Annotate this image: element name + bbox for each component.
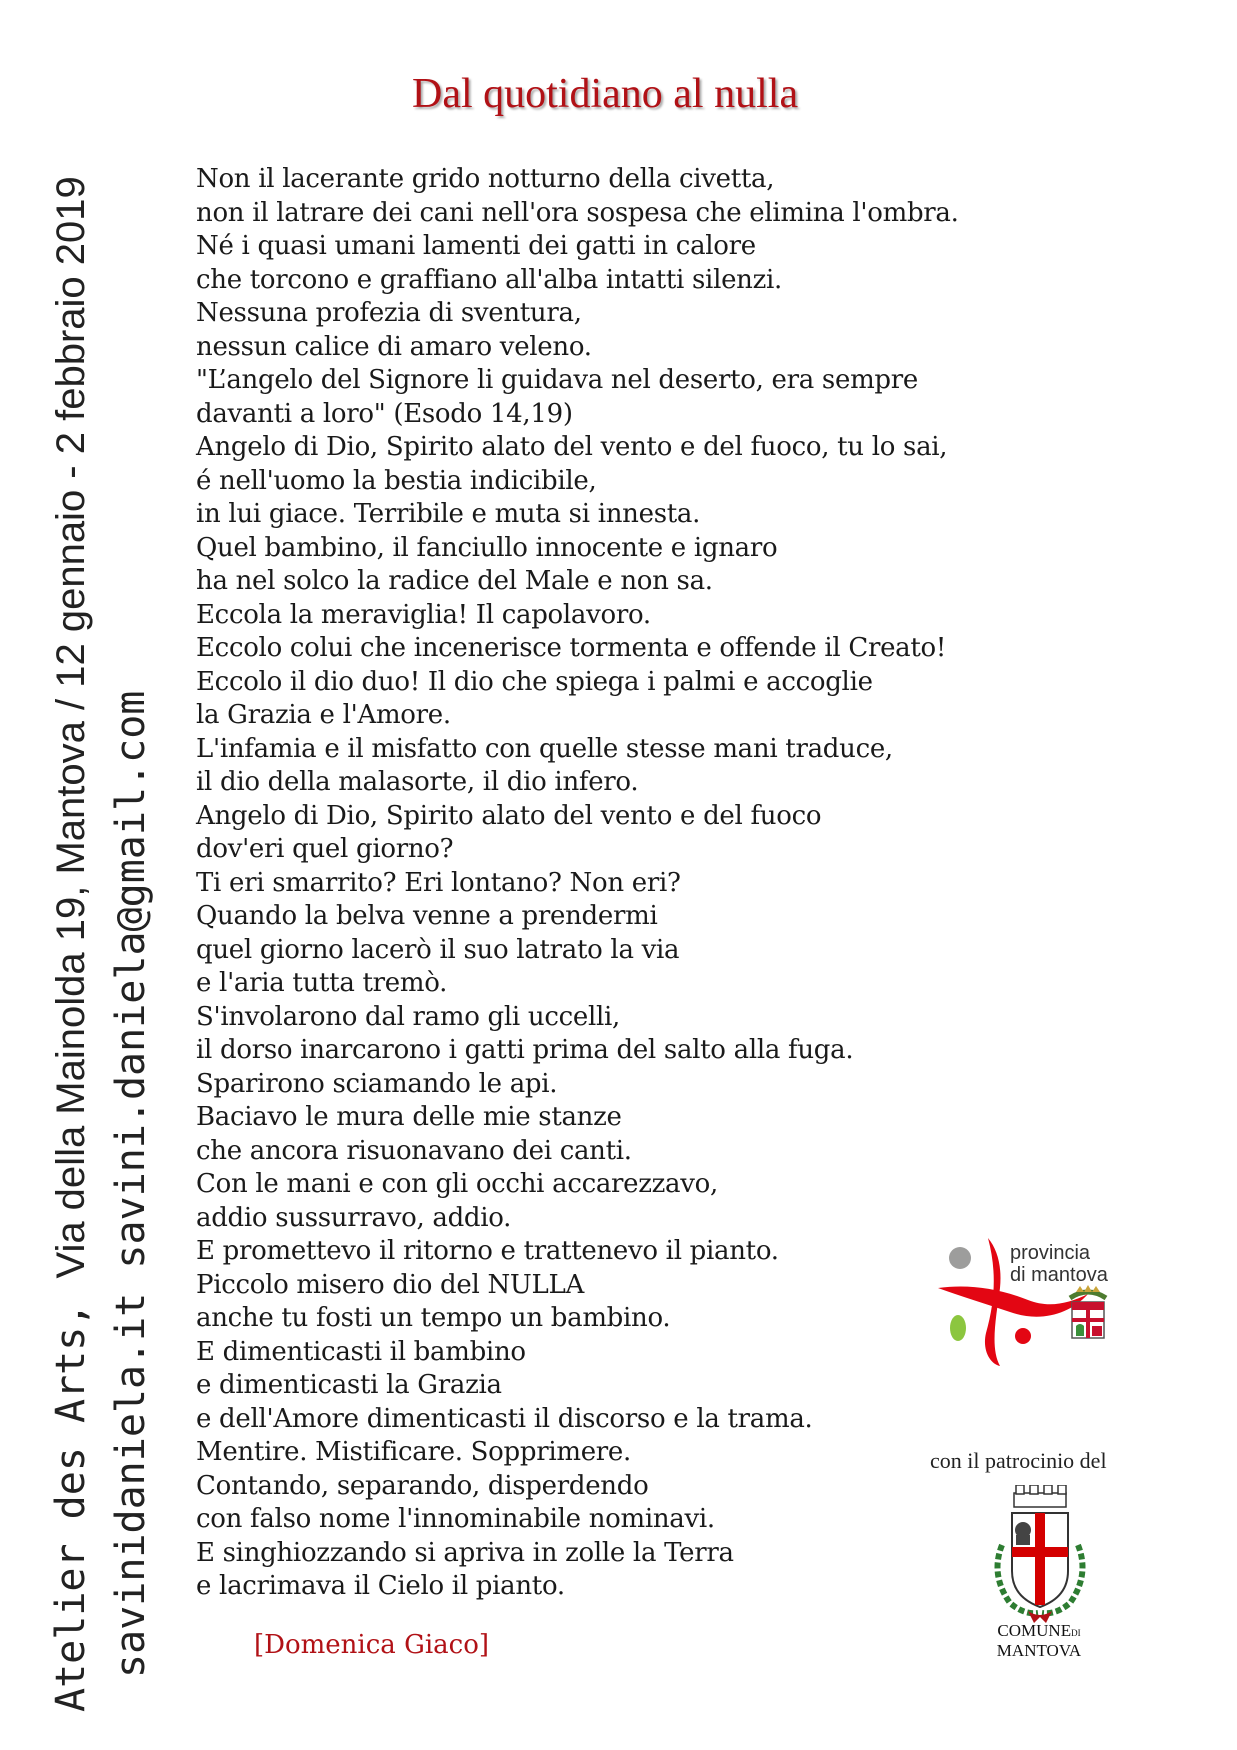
provincia-logo-text <box>1010 1242 1108 1286</box>
provincia-crest-icon <box>1070 1285 1106 1338</box>
poem-line: Angelo di Dio, Spirito alato del vento e del fuoco <box>196 800 822 831</box>
poem-line: é nell'uomo la bestia indicibile, <box>196 465 597 496</box>
poem-line: Piccolo misero dio del NULLA <box>196 1269 584 1300</box>
poem-author: [Domenica Giaco] <box>254 1630 490 1660</box>
poem-line: Eccolo il dio duo! Il dio che spiega i palmi e accoglie <box>196 666 873 697</box>
poem-line: Contando, separando, disperdendo <box>196 1470 649 1501</box>
poem-line: dov'eri quel giorno? <box>196 834 454 864</box>
poem-line: anche tu fosti un tempo un bambino. <box>196 1303 671 1333</box>
poem-line: L'infamia e il misfatto con quelle stesse mani traduce, <box>196 733 893 764</box>
poem-line: il dio della malasorte, il dio infero. <box>196 767 639 797</box>
patronage-label: con il patrocinio del <box>930 1448 1107 1473</box>
poem-line: S'involarono dal ramo gli uccelli, <box>196 1001 620 1032</box>
provincia-logo-line1: provincia <box>1010 1242 1091 1264</box>
poem-line: in lui giace. Terribile e muta si innesta. <box>196 499 701 529</box>
poem-line: Nessuna profezia di sventura, <box>196 298 582 328</box>
poem-title: Dal quotidiano al nulla <box>412 71 799 117</box>
poem-line: Né i quasi umani lamenti dei gatti in calore <box>196 231 756 261</box>
poem-line: che ancora risuonavano dei canti. <box>196 1135 632 1166</box>
poem-line: e dell'Amore dimenticasti il discorso e la trama. <box>196 1403 813 1434</box>
website-email-vertical: savinidaniela.it savini.daniela@gmail.com <box>108 690 154 1678</box>
poem-line: "L’angelo del Signore li guidava nel deserto, era sempre <box>196 365 918 395</box>
poem-line: Quel bambino, il fanciullo innocente e ignaro <box>196 532 778 563</box>
poem-line: con falso nome l'innominabile nominavi. <box>196 1504 715 1534</box>
poem-line: nessun calice di amaro veleno. <box>196 331 592 362</box>
poem-line: Eccola la meraviglia! Il capolavoro. <box>196 599 651 630</box>
poem-line: Eccolo colui che incenerisce tormenta e offende il Creato! <box>196 633 947 663</box>
poem-line: Angelo di Dio, Spirito alato del vento e del fuoco, tu lo sai, <box>196 432 948 462</box>
poem-line: Sparirono sciamando le api. <box>196 1068 558 1099</box>
comune-city: MANTOVA <box>996 1641 1082 1660</box>
poem-line: e l'aria tutta tremò. <box>196 968 448 998</box>
poem-text <box>196 163 959 1604</box>
poem-line: il dorso inarcarono i gatti prima del salto alla fuga. <box>196 1035 854 1065</box>
gray-dot-icon <box>949 1247 971 1269</box>
venue-address-dates: Via della Mainolda 19, Mantova / 12 gennaio - 2 febbraio 2019 <box>49 176 93 1279</box>
comune-word: COMUNE <box>997 1621 1072 1640</box>
red-figure-arm-icon <box>938 1287 1088 1317</box>
poem-line: addio sussurravo, addio. <box>196 1202 512 1233</box>
poem-line: E promettevo il ritorno e trattenevo il pianto. <box>196 1236 779 1266</box>
poem-line: Con le mani e con gli occhi accarezzavo, <box>196 1169 718 1199</box>
comune-name <box>984 1622 1094 1659</box>
venue-dates-vertical <box>48 176 94 1712</box>
poem-line: Non il lacerante grido notturno della civetta, <box>196 164 775 194</box>
poem-line: e dimenticasti la Grazia <box>196 1370 502 1400</box>
poem-line: E singhiozzando si apriva in zolle la Terra <box>196 1537 734 1568</box>
poem-line: E dimenticasti il bambino <box>196 1336 526 1367</box>
provincia-logo-line2: di mantova <box>1010 1264 1108 1286</box>
comune-mantova-crest-icon <box>980 1485 1100 1625</box>
poem-line: Quando la belva venne a prendermi <box>196 901 658 931</box>
poem-line: ha nel solco la radice del Male e non sa. <box>196 566 713 596</box>
comune-di: DI <box>1071 1628 1081 1638</box>
poem-line: che torcono e graffiano all'alba intatti silenzi. <box>196 264 782 295</box>
poem-line: quel giorno lacerò il suo latrato la via <box>196 934 680 965</box>
poem-line: Baciavo le mura delle mie stanze <box>196 1102 622 1132</box>
poem-line: davanti a loro" (Esodo 14,19) <box>196 398 573 429</box>
poem-line: la Grazia e l'Amore. <box>196 700 451 730</box>
red-dot-icon <box>1015 1328 1031 1344</box>
poem-line: non il latrare dei cani nell'ora sospesa che elimina l'ombra. <box>196 197 959 228</box>
poem-line: e lacrimava il Cielo il pianto. <box>196 1571 565 1601</box>
venue-name: Atelier des Arts, <box>48 1278 94 1712</box>
green-dot-icon <box>950 1315 966 1341</box>
poem-line: Ti eri smarrito? Eri lontano? Non eri? <box>196 867 681 898</box>
poem-line: Mentire. Mistificare. Sopprimere. <box>196 1437 631 1467</box>
